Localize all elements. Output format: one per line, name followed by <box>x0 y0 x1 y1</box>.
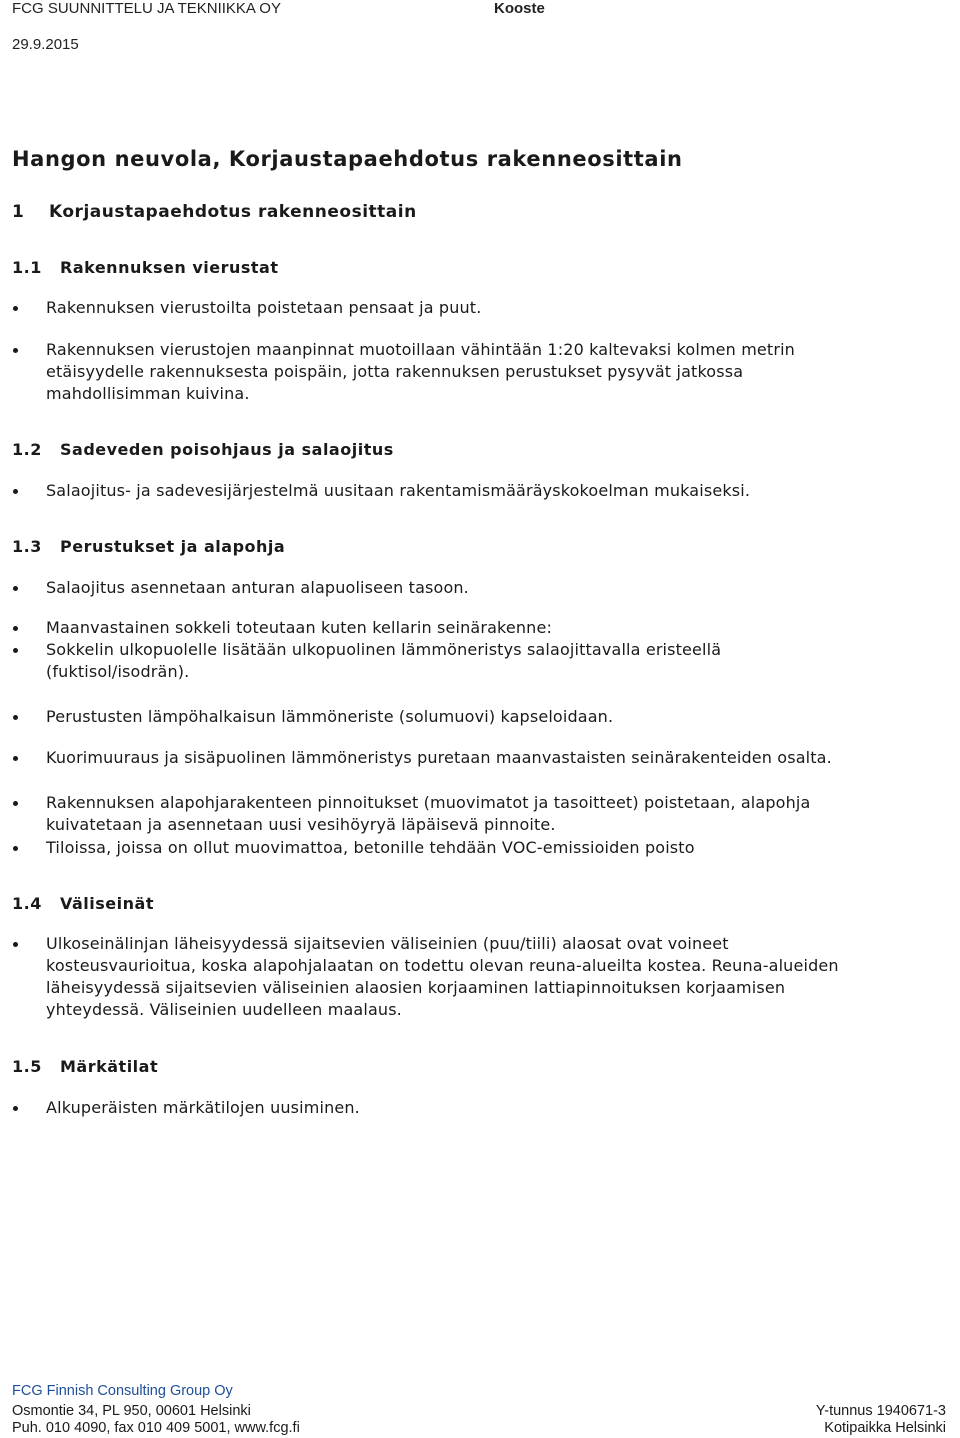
footer-domicile: Kotipaikka Helsinki <box>824 1420 946 1436</box>
subsection-heading <box>12 440 394 459</box>
footer-address: Osmontie 34, PL 950, 00601 Helsinki <box>12 1403 251 1419</box>
subsection-title: Märkätilat <box>60 1057 159 1076</box>
section-title: Korjaustapaehdotus rakenneosittain <box>49 202 417 222</box>
bullet-icon <box>13 756 18 761</box>
bullet-icon <box>13 648 18 653</box>
bullet-icon <box>13 306 18 311</box>
bullet-text: Ulkoseinälinjan läheisyydessä sijaitsevien väliseinien (puu/tiili) alaosat ovat voineet <box>46 934 729 953</box>
subsection-number: 1.5 <box>12 1057 42 1076</box>
footer-business-id: Y-tunnus 1940671-3 <box>815 1403 946 1419</box>
subsection-number: 1.1 <box>12 258 42 277</box>
bullet-text: yhteydessä. Väliseinien uudelleen maalaus. <box>46 1000 402 1019</box>
footer-contact: Puh. 010 4090, fax 010 409 5001, www.fcg.fi <box>12 1420 300 1436</box>
bullet-text: läheisyydessä sijaitsevien väliseinien alaosien korjaaminen lattiapinnoituksen korjaamisen <box>46 978 786 997</box>
header-date: 29.9.2015 <box>12 36 79 53</box>
subsection-title: Rakennuksen vierustat <box>60 258 279 277</box>
bullet-icon <box>13 348 18 353</box>
section-number: 1 <box>12 202 25 222</box>
bullet-text: Maanvastainen sokkeli toteutaan kuten kellarin seinärakenne: <box>46 618 552 637</box>
section-heading <box>12 202 417 222</box>
bullet-text: Tiloissa, joissa on ollut muovimattoa, betonille tehdään VOC-emissioiden poisto <box>46 838 695 857</box>
bullet-text: (fuktisol/isodrän). <box>46 662 190 681</box>
bullet-icon <box>13 846 18 851</box>
bullet-icon <box>13 1106 18 1111</box>
subsection-heading <box>12 894 154 913</box>
bullet-icon <box>13 801 18 806</box>
bullet-text: Perustusten lämpöhalkaisun lämmöneriste (solumuovi) kapseloidaan. <box>46 707 614 726</box>
bullet-text: Salaojitus asennetaan anturan alapuoliseen tasoon. <box>46 578 469 597</box>
bullet-icon <box>13 942 18 947</box>
subsection-title: Väliseinät <box>60 894 154 913</box>
bullet-text: Sokkelin ulkopuolelle lisätään ulkopuolinen lämmöneristys salaojittavalla eristeellä <box>46 640 722 659</box>
footer-company: FCG Finnish Consulting Group Oy <box>12 1383 233 1399</box>
subsection-number: 1.2 <box>12 440 42 459</box>
bullet-text: kosteusvaurioitua, koska alapohjalaatan on todettu olevan reuna-alueilta kostea. Reuna-alueiden <box>46 956 839 975</box>
subsection-heading <box>12 258 279 277</box>
bullet-text: Salaojitus- ja sadevesijärjestelmä uusitaan rakentamismääräyskokoelman mukaiseksi. <box>46 481 751 500</box>
subsection-number: 1.4 <box>12 894 42 913</box>
bullet-text: Kuorimuuraus ja sisäpuolinen lämmöneristys puretaan maanvastaisten seinärakenteiden osalta. <box>46 748 832 767</box>
header-document-type: Kooste <box>494 0 545 17</box>
bullet-text: Rakennuksen vierustoilta poistetaan pensaat ja puut. <box>46 298 482 317</box>
bullet-icon <box>13 489 18 494</box>
bullet-text: Alkuperäisten märkätilojen uusiminen. <box>46 1098 360 1117</box>
bullet-icon <box>13 586 18 591</box>
bullet-icon <box>13 626 18 631</box>
subsection-number: 1.3 <box>12 537 42 556</box>
bullet-text: Rakennuksen vierustojen maanpinnat muotoillaan vähintään 1:20 kaltevaksi kolmen metrin <box>46 340 795 359</box>
header-organization: FCG SUUNNITTELU JA TEKNIIKKA OY <box>12 0 281 17</box>
bullet-text: etäisyydelle rakennuksesta poispäin, jotta rakennuksen perustukset pysyvät jatkossa <box>46 362 744 381</box>
document-title: Hangon neuvola, Korjaustapaehdotus rakenneosittain <box>12 147 683 171</box>
subsection-title: Perustukset ja alapohja <box>60 537 286 556</box>
subsection-title: Sadeveden poisohjaus ja salaojitus <box>60 440 394 459</box>
subsection-heading <box>12 1057 158 1076</box>
subsection-heading <box>12 537 285 556</box>
bullet-text: mahdollisimman kuivina. <box>46 384 250 403</box>
bullet-text: Rakennuksen alapohjarakenteen pinnoitukset (muovimatot ja tasoitteet) poistetaan, alapohja <box>46 793 811 812</box>
bullet-text: kuivatetaan ja asennetaan uusi vesihöyryä läpäisevä pinnoite. <box>46 815 556 834</box>
bullet-icon <box>13 715 18 720</box>
